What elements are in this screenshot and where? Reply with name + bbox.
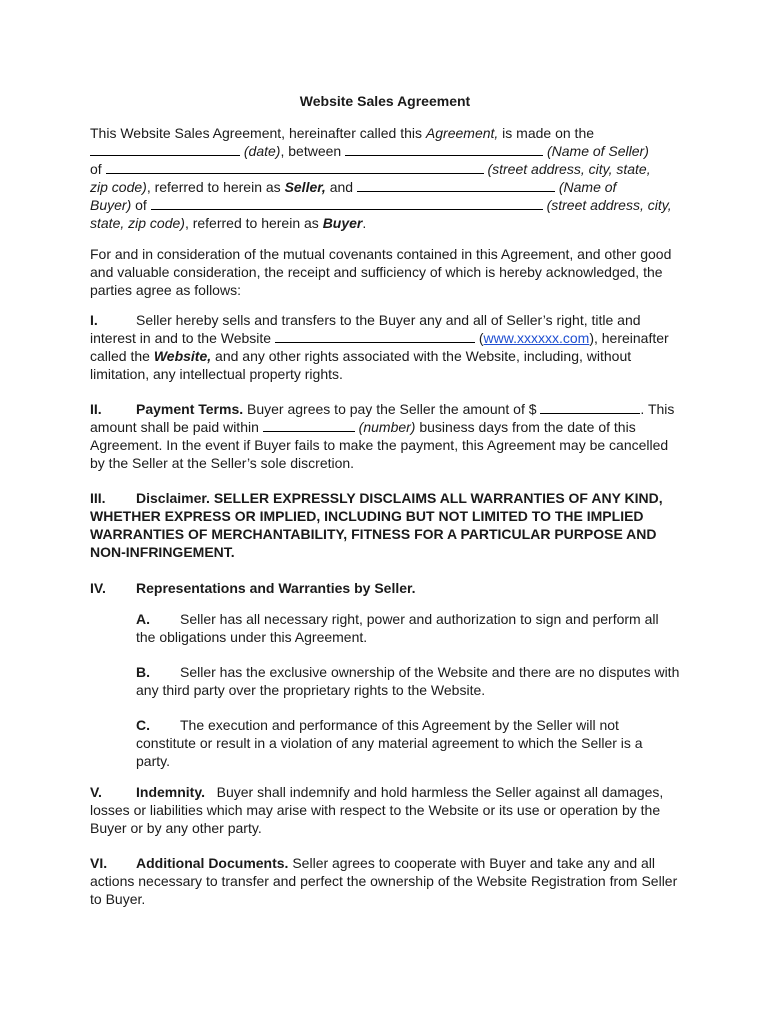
subsection-number: B. <box>136 664 150 680</box>
section-heading: Additional Documents. <box>136 855 289 871</box>
consideration-paragraph: For and in consideration of the mutual covenants contained in this Agreement, and other good and valuable consideration, the receipt and sufficiency of which is hereby acknowledged, the parties agree as follows: <box>90 246 672 298</box>
website-term: Website, <box>153 348 212 364</box>
section-text: Buyer shall indemnify and hold harmless the Seller against all damages, losses or liabilities which may arise with respect to the Website or its use or operation by the Buyer or by any other party. <box>90 784 668 836</box>
date-blank[interactable] <box>90 142 240 156</box>
section-number: VI. <box>90 855 108 871</box>
section-text: and any other rights associated with the Website, including, without limitation, any intellectual property rights. <box>90 348 632 382</box>
buyer-name-blank[interactable] <box>357 178 555 192</box>
buyer-address-label: (street address, city, <box>546 197 672 213</box>
section-iii <box>90 489 680 561</box>
agreement-term: Agreement, <box>425 125 499 141</box>
intro-text: , between <box>280 143 346 159</box>
amount-blank[interactable] <box>540 400 640 414</box>
intro-text: and <box>325 179 357 195</box>
section-text: ( <box>474 330 484 346</box>
intro-text: , referred to herein as <box>184 215 323 231</box>
seller-name-label: (Name of Seller) <box>546 143 649 159</box>
subsection-c <box>136 716 680 770</box>
seller-address-blank[interactable] <box>106 160 484 174</box>
seller-name-blank[interactable] <box>345 142 543 156</box>
section-heading: Representations and Warranties by Seller. <box>136 580 416 596</box>
seller-term: Seller, <box>284 179 326 195</box>
intro-text: of <box>131 197 151 213</box>
section-text: ), hereinafter called the <box>90 330 669 364</box>
section-text: Buyer agrees to pay the Seller the amount of $ <box>243 401 541 417</box>
buyer-name-label: (Name of <box>558 179 617 195</box>
subsection-text: The execution and performance of this Agreement by the Seller will not constitute or result in a violation of any material agreement to which the Seller is a party. <box>136 717 643 769</box>
buyer-term: Buyer <box>322 215 363 231</box>
section-number: IV. <box>90 580 106 596</box>
subsection-b <box>136 663 680 699</box>
section-number: I. <box>90 312 98 328</box>
buyer-name-label: Buyer) <box>90 197 132 213</box>
section-iv <box>90 579 680 597</box>
section-number: II. <box>90 401 102 417</box>
subsection-number: C. <box>136 717 150 733</box>
seller-address-label: (street address, city, state, <box>487 161 651 177</box>
section-vi <box>90 854 680 908</box>
section-i <box>90 311 680 383</box>
intro-text: , referred to herein as <box>146 179 285 195</box>
section-number: III. <box>90 490 106 506</box>
days-blank[interactable] <box>263 418 355 432</box>
section-heading: Payment Terms. <box>136 401 244 417</box>
subsection-number: A. <box>136 611 150 627</box>
buyer-address-blank[interactable] <box>151 196 543 210</box>
disclaimer-text: Disclaimer. SELLER EXPRESSLY DISCLAIMS ALL WARRANTIES OF ANY KIND, WHETHER EXPRESS OR IMPLIED, INCLUDING BUT NOT LIMITED TO THE IMPLIED WARRANTIES OF MERCHANTABILITY, FITNESS FOR A PARTICULAR PURPOSE AND NON-INFRINGEMENT. <box>90 490 663 560</box>
section-text: Seller agrees to cooperate with Buyer and take any and all actions necessary to transfer and perfect the ownership of the Website Registration from Seller to Buyer. <box>90 855 678 907</box>
section-v <box>90 783 680 837</box>
document-title: Website Sales Agreement <box>299 93 471 109</box>
intro-text: This Website Sales Agreement, hereinafter called this <box>90 125 426 141</box>
buyer-address-label: state, zip code) <box>90 215 185 231</box>
website-link[interactable]: www.xxxxxx.com <box>483 330 590 346</box>
section-heading: Indemnity. <box>136 784 205 800</box>
intro-text: of <box>90 161 106 177</box>
days-label: (number) <box>358 419 416 435</box>
subsection-a <box>136 610 680 646</box>
intro-text: . <box>362 215 367 231</box>
section-text: business days from the date of this Agreement. In the event if Buyer fails to make the payment, this Agreement may be cancelled by the Seller at the Seller’s sole discretion. <box>90 419 669 471</box>
subsection-text: Seller has the exclusive ownership of the Website and there are no disputes with any third party over the proprietary rights to the Website. <box>136 664 680 698</box>
section-text: . This amount shall be paid within <box>90 401 675 435</box>
subsection-text: Seller has all necessary right, power and authorization to sign and perform all the obligations under this Agreement. <box>136 611 659 645</box>
intro-paragraph <box>90 124 680 232</box>
section-ii <box>90 400 680 472</box>
intro-text: is made on the <box>498 125 595 141</box>
seller-address-label: zip code) <box>90 179 147 195</box>
section-text: Seller hereby sells and transfers to the Buyer any and all of Seller’s right, title and interest in and to the Website <box>90 312 641 346</box>
date-label: (date) <box>243 143 281 159</box>
website-blank[interactable] <box>275 329 475 343</box>
section-number: V. <box>90 784 102 800</box>
